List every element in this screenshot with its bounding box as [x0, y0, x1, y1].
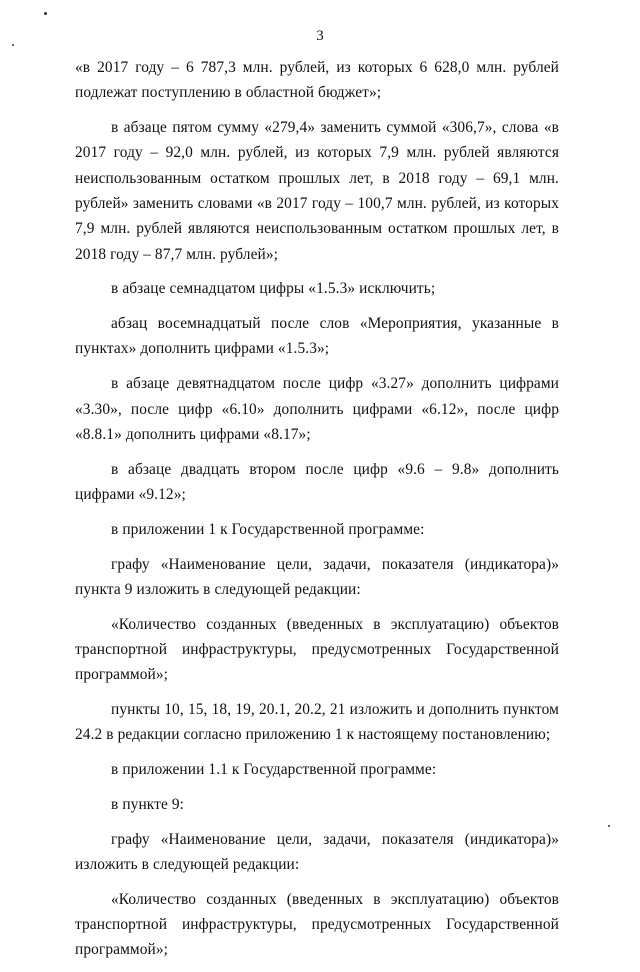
paragraph: «Количество созданных (введенных в эксплуатацию) объектов транспортной инфраструктуры, предусмотренных Государственной программой»;: [75, 615, 559, 684]
paragraph: в абзаце двадцать втором после цифр «9.6 – 9.8» дополнить цифрами «9.12»;: [75, 460, 559, 503]
paragraph: в абзаце пятом сумму «279,4» заменить суммой «306,7», слова «в 2017 году – 92,0 млн. рублей, из которых 7,9 млн. рублей являются неиспользованным остатком прошлых лет, в 2018 году – 69,1 млн. рублей» заменить словами «в 2017 году – 100,7 млн. рублей, из которых 7,9 млн. рублей являются неиспользованным остатком прошлых лет, в 2018 году – 87,7 млн. рублей»;: [75, 119, 559, 263]
paragraph: абзац восемнадцатый после слов «Мероприятия, указанные в пунктах» дополнить цифрами «1.5.3»;: [75, 315, 559, 358]
paragraph: графу «Наименование цели, задачи, показателя (индикатора)» пункта 9 изложить в следующей редакции:: [75, 555, 559, 598]
paragraph: «Количество созданных (введенных в эксплуатацию) объектов транспортной инфраструктуры, предусмотренных Государственной программой»;: [75, 890, 559, 959]
paragraph: в приложении 1.1 к Государственной программе:: [111, 761, 437, 779]
scan-speck: [608, 825, 610, 827]
scan-speck: [44, 12, 47, 15]
paragraph: графу «Наименование цели, задачи, показателя (индикатора)» изложить в следующей редакции:: [75, 830, 559, 874]
paragraph: в пункте 9:: [111, 795, 185, 813]
document-body: [75, 55, 559, 972]
page-number: 3: [316, 28, 324, 44]
paragraph: пункты 10, 15, 18, 19, 20.1, 20.2, 21 изложить и дополнить пунктом 24.2 в редакции согласно приложению 1 к настоящему постановлению;: [75, 701, 559, 744]
paragraph: в приложении 1 к Государственной программе:: [111, 520, 425, 538]
paragraph: «в 2017 году – 6 787,3 млн. рублей, из которых 6 628,0 млн. рублей подлежат поступлению в областной бюджет»;: [75, 59, 559, 102]
paragraph: в абзаце девятнадцатом после цифр «3.27» дополнить цифрами «3.30», после цифр «6.10» дополнить цифрами «6.12», после цифр «8.8.1» дополнить цифрами «8.17»;: [75, 375, 559, 443]
paragraph: в абзаце семнадцатом цифры «1.5.3» исключить;: [111, 280, 436, 298]
